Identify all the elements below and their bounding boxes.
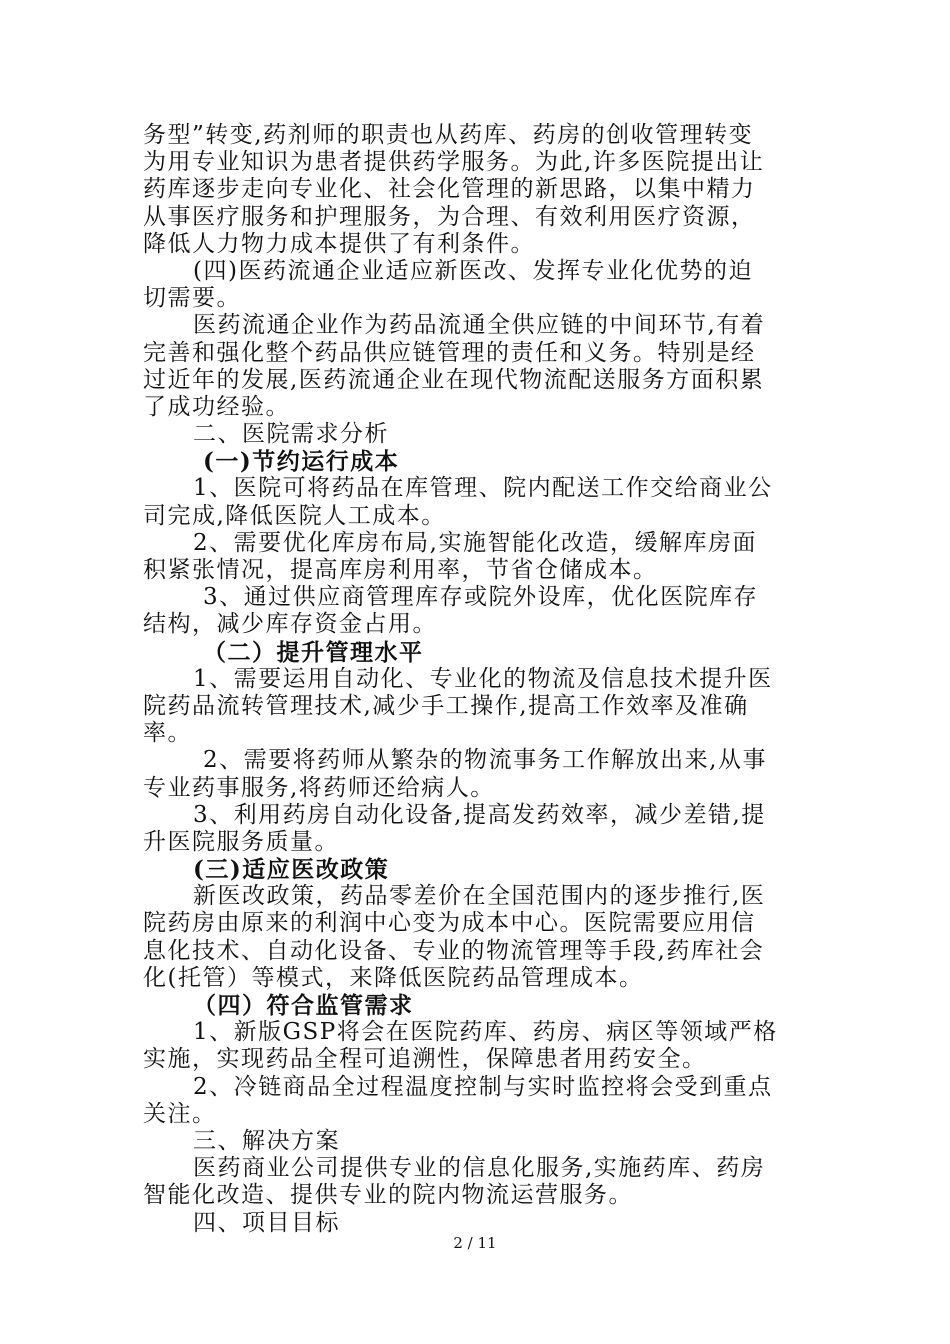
text-line: 化(托管）等模式，来降低医院药品管理成本。 <box>143 964 644 991</box>
text-line: 了成功经验。 <box>143 393 290 420</box>
text-line: 积紧张情况，提高库房利用率，节省仓储成本。 <box>143 557 658 583</box>
section-heading: （二）提升管理水平 <box>203 638 424 666</box>
text-line: 1、医院可将药品在库管理、院内配送工作交给商业公 <box>193 475 773 502</box>
section-heading: (三)适应医改政策 <box>193 856 390 884</box>
page-number: 2 / 11 <box>453 1234 497 1252</box>
text-line: 实施，实现药品全程可追溯性，保障患者用药安全。 <box>143 1046 707 1073</box>
text-line: 新医改政策，药品零差价在全国范围内的逐步推行,医 <box>193 883 766 910</box>
text-line: 降低人力物力成本提供了有利条件。 <box>143 230 535 257</box>
text-line: 升医院服务质量。 <box>143 828 339 855</box>
text-line: 息化技术、自动化设备、专业的物流管理等手段,药库社会 <box>143 937 765 964</box>
text-line: 3、通过供应商管理库存或院外设库，优化医院库存 <box>203 584 759 611</box>
text-line: 智能化改造、提供专业的院内物流运营服务。 <box>143 1182 633 1209</box>
text-line: 2、需要优化库房布局,实施智能化改造，缓解库房面 <box>193 529 757 556</box>
text-line: 2、冷链商品全过程温度控制与实时监控将会受到重点 <box>193 1073 773 1100</box>
text-line: 二、医院需求分析 <box>193 421 389 448</box>
text-line: 完善和强化整个药品供应链管理的责任和义务。特别是经 <box>143 339 756 366</box>
text-line: 率。 <box>143 720 192 747</box>
text-line: 切需要。 <box>143 285 241 312</box>
text-line: 药库逐步走向专业化、社会化管理的新思路，以集中精力 <box>143 176 756 203</box>
text-line: (四)医药流通企业适应新医改、发挥专业化优势的迫 <box>193 257 753 284</box>
section-heading: （四）符合监管需求 <box>193 992 414 1019</box>
section-heading: (一)节约运行成本 <box>203 448 400 476</box>
text-line: 为用专业知识为患者提供药学服务。为此,许多医院提出让 <box>143 149 765 176</box>
text-line: 四、项目目标 <box>193 1209 340 1236</box>
text-line: 院药房由原来的利润中心变为成本中心。医院需要应用信 <box>143 910 756 937</box>
text-line: 司完成,降低医院人工成本。 <box>143 502 446 529</box>
text-line: 专业药事服务,将药师还给病人。 <box>143 774 495 801</box>
text-line: 院药品流转管理技术,减少手工操作,提高工作效率及准确 <box>143 692 749 719</box>
text-line: 三、解决方案 <box>193 1127 340 1154</box>
text-line: 医药流通企业作为药品流通全供应链的中间环节,有着 <box>193 312 766 339</box>
text-line: 1、新版GSP将会在医院药库、药房、病区等领域严格 <box>193 1019 778 1046</box>
text-line: 务型”转变,药剂师的职责也从药库、药房的创收管理转变 <box>143 122 754 148</box>
text-line: 关注。 <box>143 1100 217 1127</box>
text-line: 3、利用药房自动化设备,提高发药效率，减少差错,提 <box>193 801 766 828</box>
text-line: 医药商业公司提供专业的信息化服务,实施药库、药房 <box>193 1155 766 1182</box>
text-line: 结构，减少库存资金占用。 <box>143 611 437 638</box>
text-line: 2、需要将药师从繁杂的物流事务工作解放出来,从事 <box>203 747 767 774</box>
text-line: 从事医疗服务和护理服务，为合理、有效利用医疗资源， <box>143 203 756 230</box>
document-body <box>143 122 807 1237</box>
text-line: 过近年的发展,医药流通企业在现代物流配送服务方面积累 <box>143 366 765 393</box>
text-line: 1、需要运用自动化、专业化的物流及信息技术提升医 <box>193 665 773 692</box>
